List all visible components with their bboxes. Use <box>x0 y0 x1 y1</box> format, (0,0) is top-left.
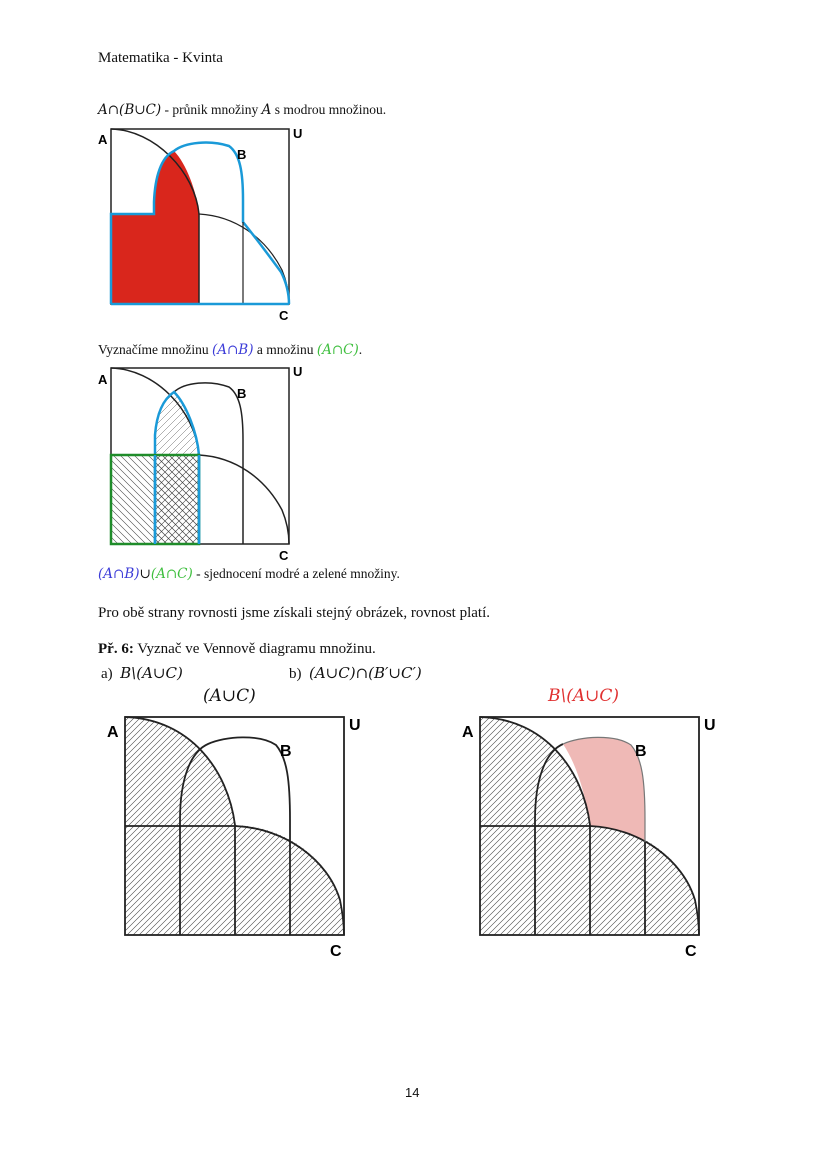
example-label: Př. 6: <box>98 641 134 657</box>
part-b-label: b) <box>289 666 302 682</box>
section2-text3: . <box>358 342 363 357</box>
section3-union: ∪ <box>139 566 151 582</box>
label-c: C <box>330 943 342 960</box>
example-text: Vyznač ve Vennově diagramu množinu. <box>133 641 376 657</box>
set-c-boundary <box>199 455 289 544</box>
label-u: U <box>704 717 716 734</box>
example-heading <box>98 641 376 658</box>
venn-diagram-a-b-and-a-c <box>95 360 305 570</box>
section2-text2: a množinu <box>253 342 317 357</box>
right-diagram-caption: B\(A∪C) <box>548 686 620 706</box>
left-diagram-caption: (A∪C) <box>203 686 256 706</box>
label-b: B <box>237 147 247 162</box>
part-a-expression: B\(A∪C) <box>120 664 183 682</box>
example-part-a <box>101 664 183 683</box>
section3-caption <box>98 566 400 582</box>
region-a-intersect-b-union-c <box>111 151 199 304</box>
label-u: U <box>349 717 361 734</box>
venn-diagram-a-union-c <box>100 710 370 965</box>
section2-caption <box>98 342 362 358</box>
section2-expression-blue: (A∩B) <box>211 342 254 358</box>
page-header: Matematika - Kvinta <box>98 50 223 66</box>
section3-expression-blue: (A∩B) <box>98 566 140 582</box>
page-number: 14 <box>405 1085 420 1100</box>
label-u: U <box>293 364 303 379</box>
part-b-expression: (A∪C)∩(B′∪C′) <box>309 664 422 682</box>
section2-text1: Vyznačíme množinu <box>98 342 212 357</box>
section1-variable: A <box>261 102 272 118</box>
region-cross-hatch <box>155 455 199 544</box>
label-b: B <box>237 386 247 401</box>
section3-text: - sjednocení modré a zelené množiny. <box>192 566 400 581</box>
label-b: B <box>635 743 647 760</box>
part-a-label: a) <box>101 666 113 682</box>
label-c: C <box>279 548 289 563</box>
label-a: A <box>98 132 108 147</box>
example-part-b <box>289 664 422 683</box>
section1-caption <box>98 102 386 118</box>
label-c: C <box>685 943 697 960</box>
label-a: A <box>462 724 474 741</box>
section2-expression-green: (A∩C) <box>316 342 359 358</box>
conclusion-text: Pro obě strany rovnosti jsme získali stejný obrázek, rovnost platí. <box>98 605 491 621</box>
label-a: A <box>98 372 108 387</box>
label-u: U <box>293 126 303 141</box>
section1-text-after: s modrou množinou. <box>271 102 387 117</box>
venn-diagram-intersection-a-b-union-c <box>95 122 305 327</box>
label-c: C <box>279 308 289 323</box>
label-b: B <box>280 743 292 760</box>
section3-expression-green: (A∩C) <box>150 566 193 582</box>
section1-text-before: - průnik množiny <box>161 102 262 117</box>
venn-diagram-b-minus-a-union-c <box>455 710 725 965</box>
section1-expression: A∩(B∪C) <box>98 102 162 118</box>
label-a: A <box>107 724 119 741</box>
set-c-boundary <box>199 214 289 304</box>
